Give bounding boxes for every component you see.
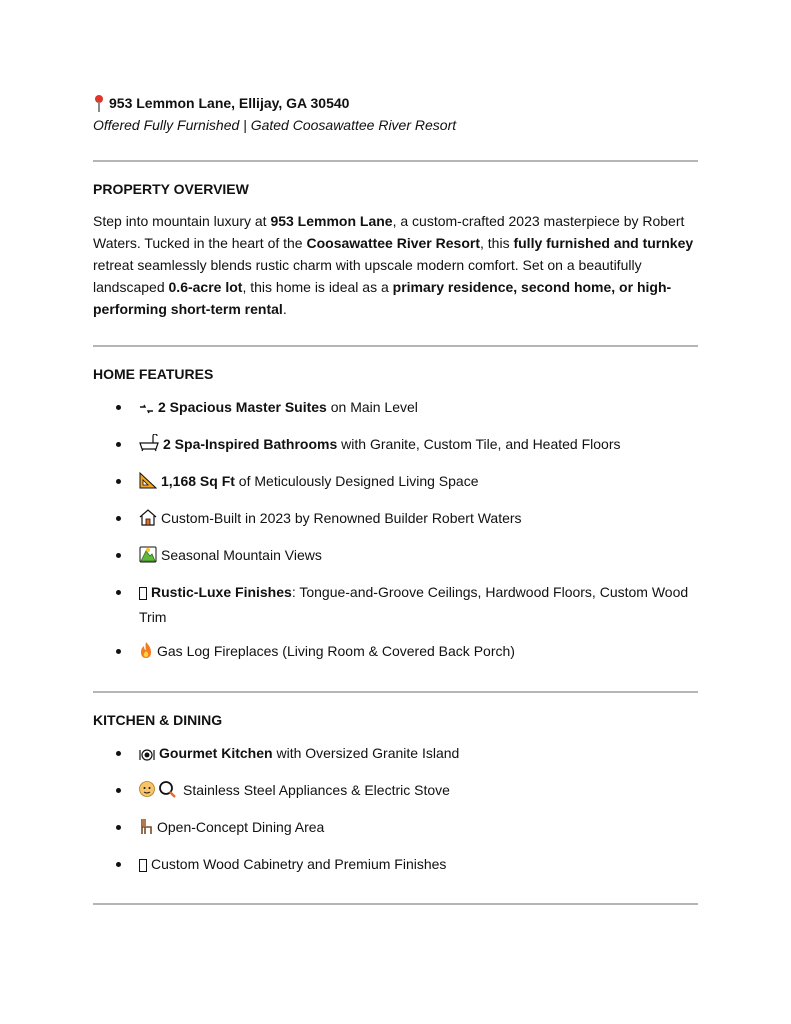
address: 953 Lemmon Lane, Ellijay, GA 30540: [109, 95, 350, 111]
list-item: [93, 544, 698, 569]
list-item: [93, 581, 698, 628]
section-title-overview: PROPERTY OVERVIEW: [93, 181, 249, 197]
section-title-features: HOME FEATURES: [93, 366, 214, 382]
overview-paragraph: [93, 210, 698, 320]
features-list: [93, 396, 698, 665]
overview-bold: primary residence, second home, or high-performing short-term rental: [93, 279, 672, 317]
list-item: [93, 507, 698, 532]
list-item: [93, 779, 698, 804]
list-item: [93, 640, 698, 665]
item-text: of Meticulously Designed Living Space: [234, 473, 479, 489]
list-item: [93, 470, 698, 495]
list-item: [93, 816, 698, 841]
cook-magnifier-icon: [139, 780, 179, 804]
overview-text: retreat seamlessly blends rustic charm with upscale modern comfort. Set on a beautifully landscaped: [93, 257, 642, 295]
item-bold: Gourmet Kitchen: [159, 745, 273, 761]
bed-icon: [139, 399, 154, 421]
overview-text: Step into mountain luxury at: [93, 213, 271, 229]
item-bold: Rustic-Luxe Finishes: [151, 584, 292, 600]
bathtub-icon: [139, 434, 159, 458]
overview-bold: fully furnished and turnkey: [513, 235, 694, 251]
item-bold: 2 Spa-Inspired Bathrooms: [163, 436, 338, 452]
address-line: [93, 92, 698, 114]
list-item: [93, 433, 698, 458]
plate-cutlery-icon: [139, 745, 155, 767]
item-text: with Granite, Custom Tile, and Heated Floors: [337, 436, 621, 452]
item-text: Gas Log Fireplaces (Living Room & Covered Back Porch): [157, 643, 515, 659]
item-bold: 1,168 Sq Ft: [161, 473, 235, 489]
overview-text: , a custom-crafted 2023 masterpiece by Robert Waters. Tucked in the heart of the: [93, 213, 685, 251]
chair-icon: [139, 818, 153, 841]
section-title-kitchen: KITCHEN & DINING: [93, 712, 223, 728]
overview-text: , this: [480, 235, 514, 251]
list-item: [93, 396, 698, 421]
overview-text: , this home is ideal as a: [242, 279, 393, 295]
item-bold: 2 Spacious Master Suites: [158, 399, 327, 415]
house-icon: [139, 509, 157, 532]
document-page: [93, 92, 698, 905]
list-item: [93, 853, 698, 878]
item-text: with Oversized Granite Island: [272, 745, 460, 761]
mountain-view-icon: [139, 546, 157, 569]
triangular-ruler-icon: [139, 472, 157, 495]
overview-bold: 0.6-acre lot: [168, 279, 243, 295]
item-text: Custom-Built in 2023 by Renowned Builder Robert Waters: [161, 510, 522, 526]
item-text: Open-Concept Dining Area: [157, 819, 325, 835]
fire-icon: [139, 641, 153, 665]
subtitle: Offered Fully Furnished | Gated Coosawattee River Resort: [93, 117, 457, 133]
item-text: Seasonal Mountain Views: [161, 547, 322, 563]
missing-glyph-icon: [139, 856, 147, 878]
item-text: Custom Wood Cabinetry and Premium Finishes: [151, 856, 447, 872]
item-text: : Tongue-and-Groove Ceilings, Hardwood Floors, Custom Wood Trim: [139, 584, 689, 625]
divider: [93, 903, 698, 905]
missing-glyph-icon: [139, 584, 147, 606]
item-text: on Main Level: [326, 399, 418, 415]
overview-text: .: [282, 301, 287, 317]
kitchen-list: [93, 742, 698, 878]
list-item: [93, 742, 698, 767]
round-pushpin-icon: [93, 95, 105, 112]
item-text: Stainless Steel Appliances & Electric Stove: [183, 782, 450, 798]
overview-bold: Coosawattee River Resort: [306, 235, 480, 251]
overview-bold: 953 Lemmon Lane: [270, 213, 393, 229]
